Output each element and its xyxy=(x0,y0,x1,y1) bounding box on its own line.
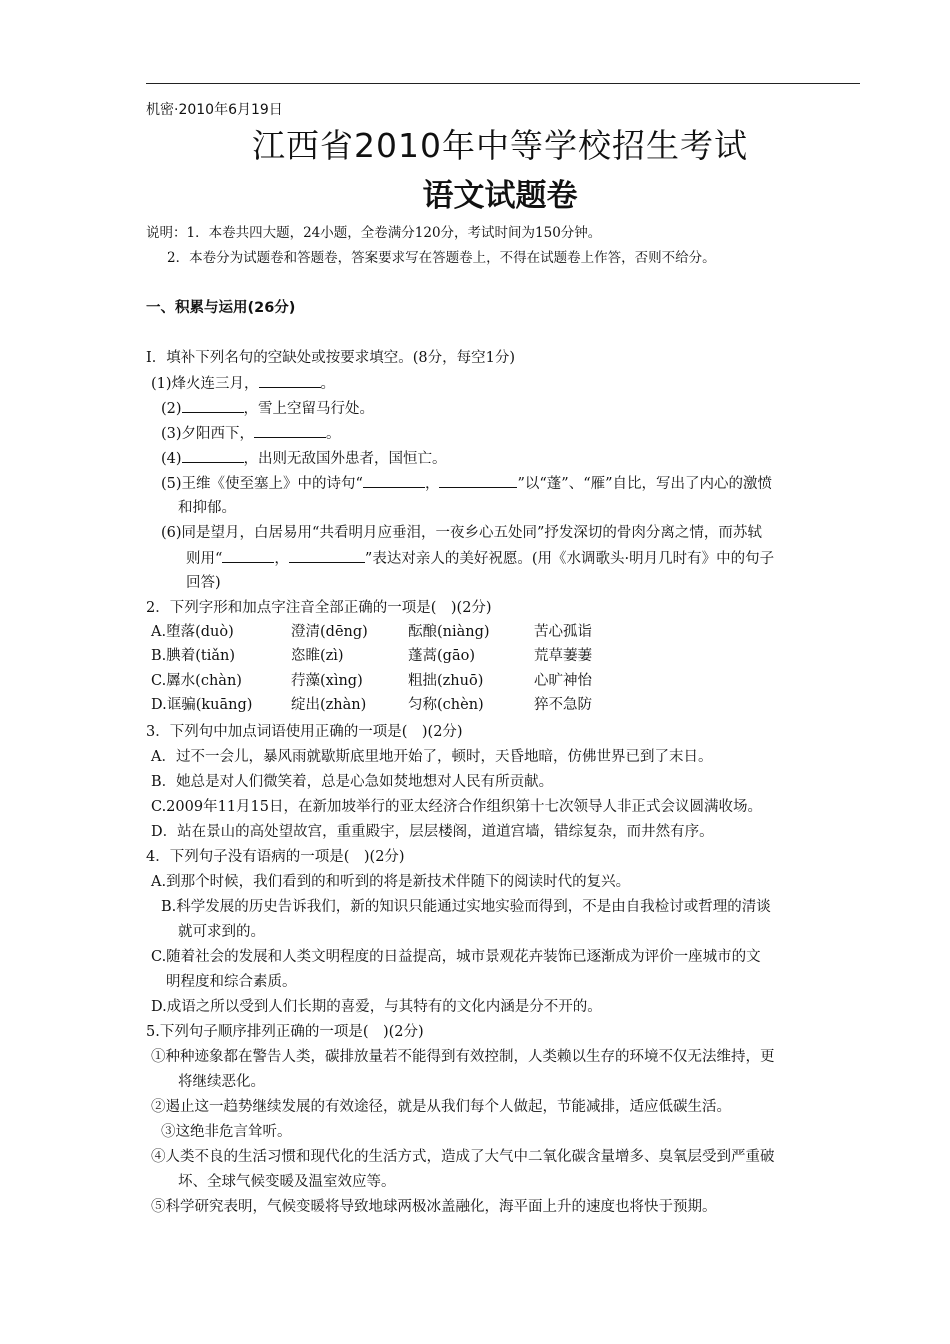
answer-blank[interactable] xyxy=(259,372,321,388)
q1-item-1-text: (1)烽火连三月， xyxy=(151,376,259,392)
q3-option-c: C.2009年11月15日，在新加坡举行的亚太经济合作组织第十七次领导人非正式会议圆满收场。 xyxy=(151,799,762,815)
q1-item-5-comma: ， xyxy=(424,476,440,492)
q2-d-1: D.诓骗(kuāng) xyxy=(151,697,253,713)
q5-sentence-5: ⑤科学研究表明，气候变暖将导致地球两极冰盖融化，海平面上升的速度也将快于预期。 xyxy=(151,1199,717,1215)
q2-d-3: 匀称(chèn) xyxy=(408,697,484,713)
q4-option-b: B.科学发展的历史告诉我们，新的知识只能通过实地实验而得到，不是由自我检讨或哲理的清谈 xyxy=(161,899,771,915)
section-heading: 一、积累与运用(26分) xyxy=(146,300,296,316)
q1-stem: I．填补下列名句的空缺处或按要求填空。(8分，每空1分) xyxy=(146,350,515,366)
q1-item-4-text: ，出则无敌国外患者，国恒亡。 xyxy=(243,451,447,467)
q1-item-3 xyxy=(161,422,341,445)
answer-blank[interactable] xyxy=(182,447,244,463)
q2-a-3: 酝酿(niàng) xyxy=(408,624,490,640)
q2-a-4: 苦心孤诣 xyxy=(534,624,592,640)
q2-c-2: 荇藻(xìng) xyxy=(291,673,363,689)
q4-option-b-cont: 就可求到的。 xyxy=(178,924,265,940)
q4-option-c-cont: 明程度和综合素质。 xyxy=(166,974,297,990)
q1-item-6-text-2: ”表达对亲人的美好祝愿。(用《水调歌头·明月几时有》中的句子 xyxy=(364,551,775,567)
q1-item-3-end: 。 xyxy=(326,426,341,442)
q2-d-4: 猝不急防 xyxy=(534,697,592,713)
answer-blank[interactable] xyxy=(182,397,244,413)
header-rule xyxy=(146,83,860,84)
q5-sentence-1-cont: 将继续恶化。 xyxy=(178,1074,265,1090)
q5-sentence-4: ④人类不良的生活习惯和现代化的生活方式，造成了大气中二氧化碳含量增多、臭氧层受到严重破 xyxy=(151,1149,775,1165)
q5-sentence-1: ①种种迹象都在警告人类，碳排放量若不能得到有效控制，人类赖以生存的环境不仅无法维持，更 xyxy=(151,1049,775,1065)
q1-item-3-text: (3)夕阳西下， xyxy=(161,426,255,442)
q1-item-5 xyxy=(161,472,772,495)
q5-sentence-3: ③这绝非危言耸听。 xyxy=(161,1124,292,1140)
q2-c-3: 粗拙(zhuō) xyxy=(408,673,484,689)
q4-option-a: A.到那个时候，我们看到的和听到的将是新技术伴随下的阅读时代的复兴。 xyxy=(151,874,631,890)
answer-blank[interactable] xyxy=(222,547,274,563)
q1-item-2 xyxy=(161,397,374,420)
q1-item-1-end: 。 xyxy=(320,376,336,392)
instructions-line-1: 说明：1．本卷共四大题，24小题，全卷满分120分，考试时间为150分钟。 xyxy=(146,225,602,241)
q5-stem: 5.下列句子顺序排列正确的一项是( )(2分) xyxy=(146,1024,424,1040)
answer-blank[interactable] xyxy=(363,472,425,488)
q2-d-2: 绽出(zhàn) xyxy=(291,697,367,713)
q2-c-1: C.羼水(chàn) xyxy=(151,673,242,689)
q5-sentence-2: ②遏止这一趋势继续发展的有效途径，就是从我们每个人做起，节能减排，适应低碳生活。 xyxy=(151,1099,731,1115)
q1-item-4 xyxy=(161,447,447,470)
exam-subtitle: 语文试题卷 xyxy=(422,178,578,214)
q4-stem: 4．下列句子没有语病的一项是( )(2分) xyxy=(146,849,405,865)
q1-item-6: (6)同是望月，白居易用“共看明月应垂泪，一夜乡心五处同”抒发深切的骨肉分离之情，而苏轼 xyxy=(161,525,762,541)
q4-option-c: C.随着社会的发展和人类文明程度的日益提高，城市景观花卉装饰已逐渐成为评价一座城市的文 xyxy=(151,949,761,965)
q2-a-2: 澄清(dēng) xyxy=(291,624,368,640)
q1-item-5-cont: 和抑郁。 xyxy=(178,500,236,516)
q2-b-1: B.腆着(tiǎn) xyxy=(151,648,236,664)
q1-item-2-text: ，雪上空留马行处。 xyxy=(243,401,375,417)
q1-item-6-end: 回答) xyxy=(186,575,221,591)
q2-b-2: 恣睢(zì) xyxy=(291,648,344,664)
answer-blank[interactable] xyxy=(439,472,517,488)
q1-item-5-text-2: ”以“蓬”、“雁”自比，写出了内心的激愤 xyxy=(517,476,773,492)
q1-item-6-text: 则用“ xyxy=(186,551,223,567)
q2-b-4: 荒草萋萋 xyxy=(534,648,592,664)
instructions-line-2: 2．本卷分为试题卷和答题卷，答案要求写在答题卷上，不得在试题卷上作答，否则不给分。 xyxy=(167,250,716,266)
q1-item-2-num: (2) xyxy=(161,401,182,417)
q2-a-1: A.堕落(duò) xyxy=(151,624,234,640)
q3-option-a: A．过不一会儿，暴风雨就歇斯底里地开始了，顿时，天昏地暗，仿佛世界已到了末日。 xyxy=(151,749,713,765)
answer-blank[interactable] xyxy=(254,422,326,438)
q3-stem: 3．下列句中加点词语使用正确的一项是( )(2分) xyxy=(146,724,463,740)
exam-title: 江西省2010年中等学校招生考试 xyxy=(252,126,748,165)
confidential-date: 机密·2010年6月19日 xyxy=(146,102,283,118)
q3-option-b: B．她总是对人们微笑着，总是心急如焚地想对人民有所贡献。 xyxy=(151,774,554,790)
q2-b-3: 蓬蒿(gāo) xyxy=(408,648,475,664)
q1-item-1 xyxy=(151,372,335,395)
q5-sentence-4-cont: 坏、全球气候变暖及温室效应等。 xyxy=(178,1174,396,1190)
q1-item-5-text: (5)王维《使至塞上》中的诗句“ xyxy=(161,476,363,492)
q1-item-6-comma: ， xyxy=(274,551,289,567)
answer-blank[interactable] xyxy=(289,547,365,563)
q1-item-4-num: (4) xyxy=(161,451,182,467)
q1-item-6-cont xyxy=(186,547,774,570)
q2-stem: 2．下列字形和加点字注音全部正确的一项是( )(2分) xyxy=(146,600,492,616)
q4-option-d: D.成语之所以受到人们长期的喜爱，与其特有的文化内涵是分不开的。 xyxy=(151,999,602,1015)
q2-c-4: 心旷神怡 xyxy=(534,673,592,689)
q3-option-d: D．站在景山的高处望故宫，重重殿宇，层层楼阁，道道宫墙，错综复杂，而井然有序。 xyxy=(151,824,714,840)
